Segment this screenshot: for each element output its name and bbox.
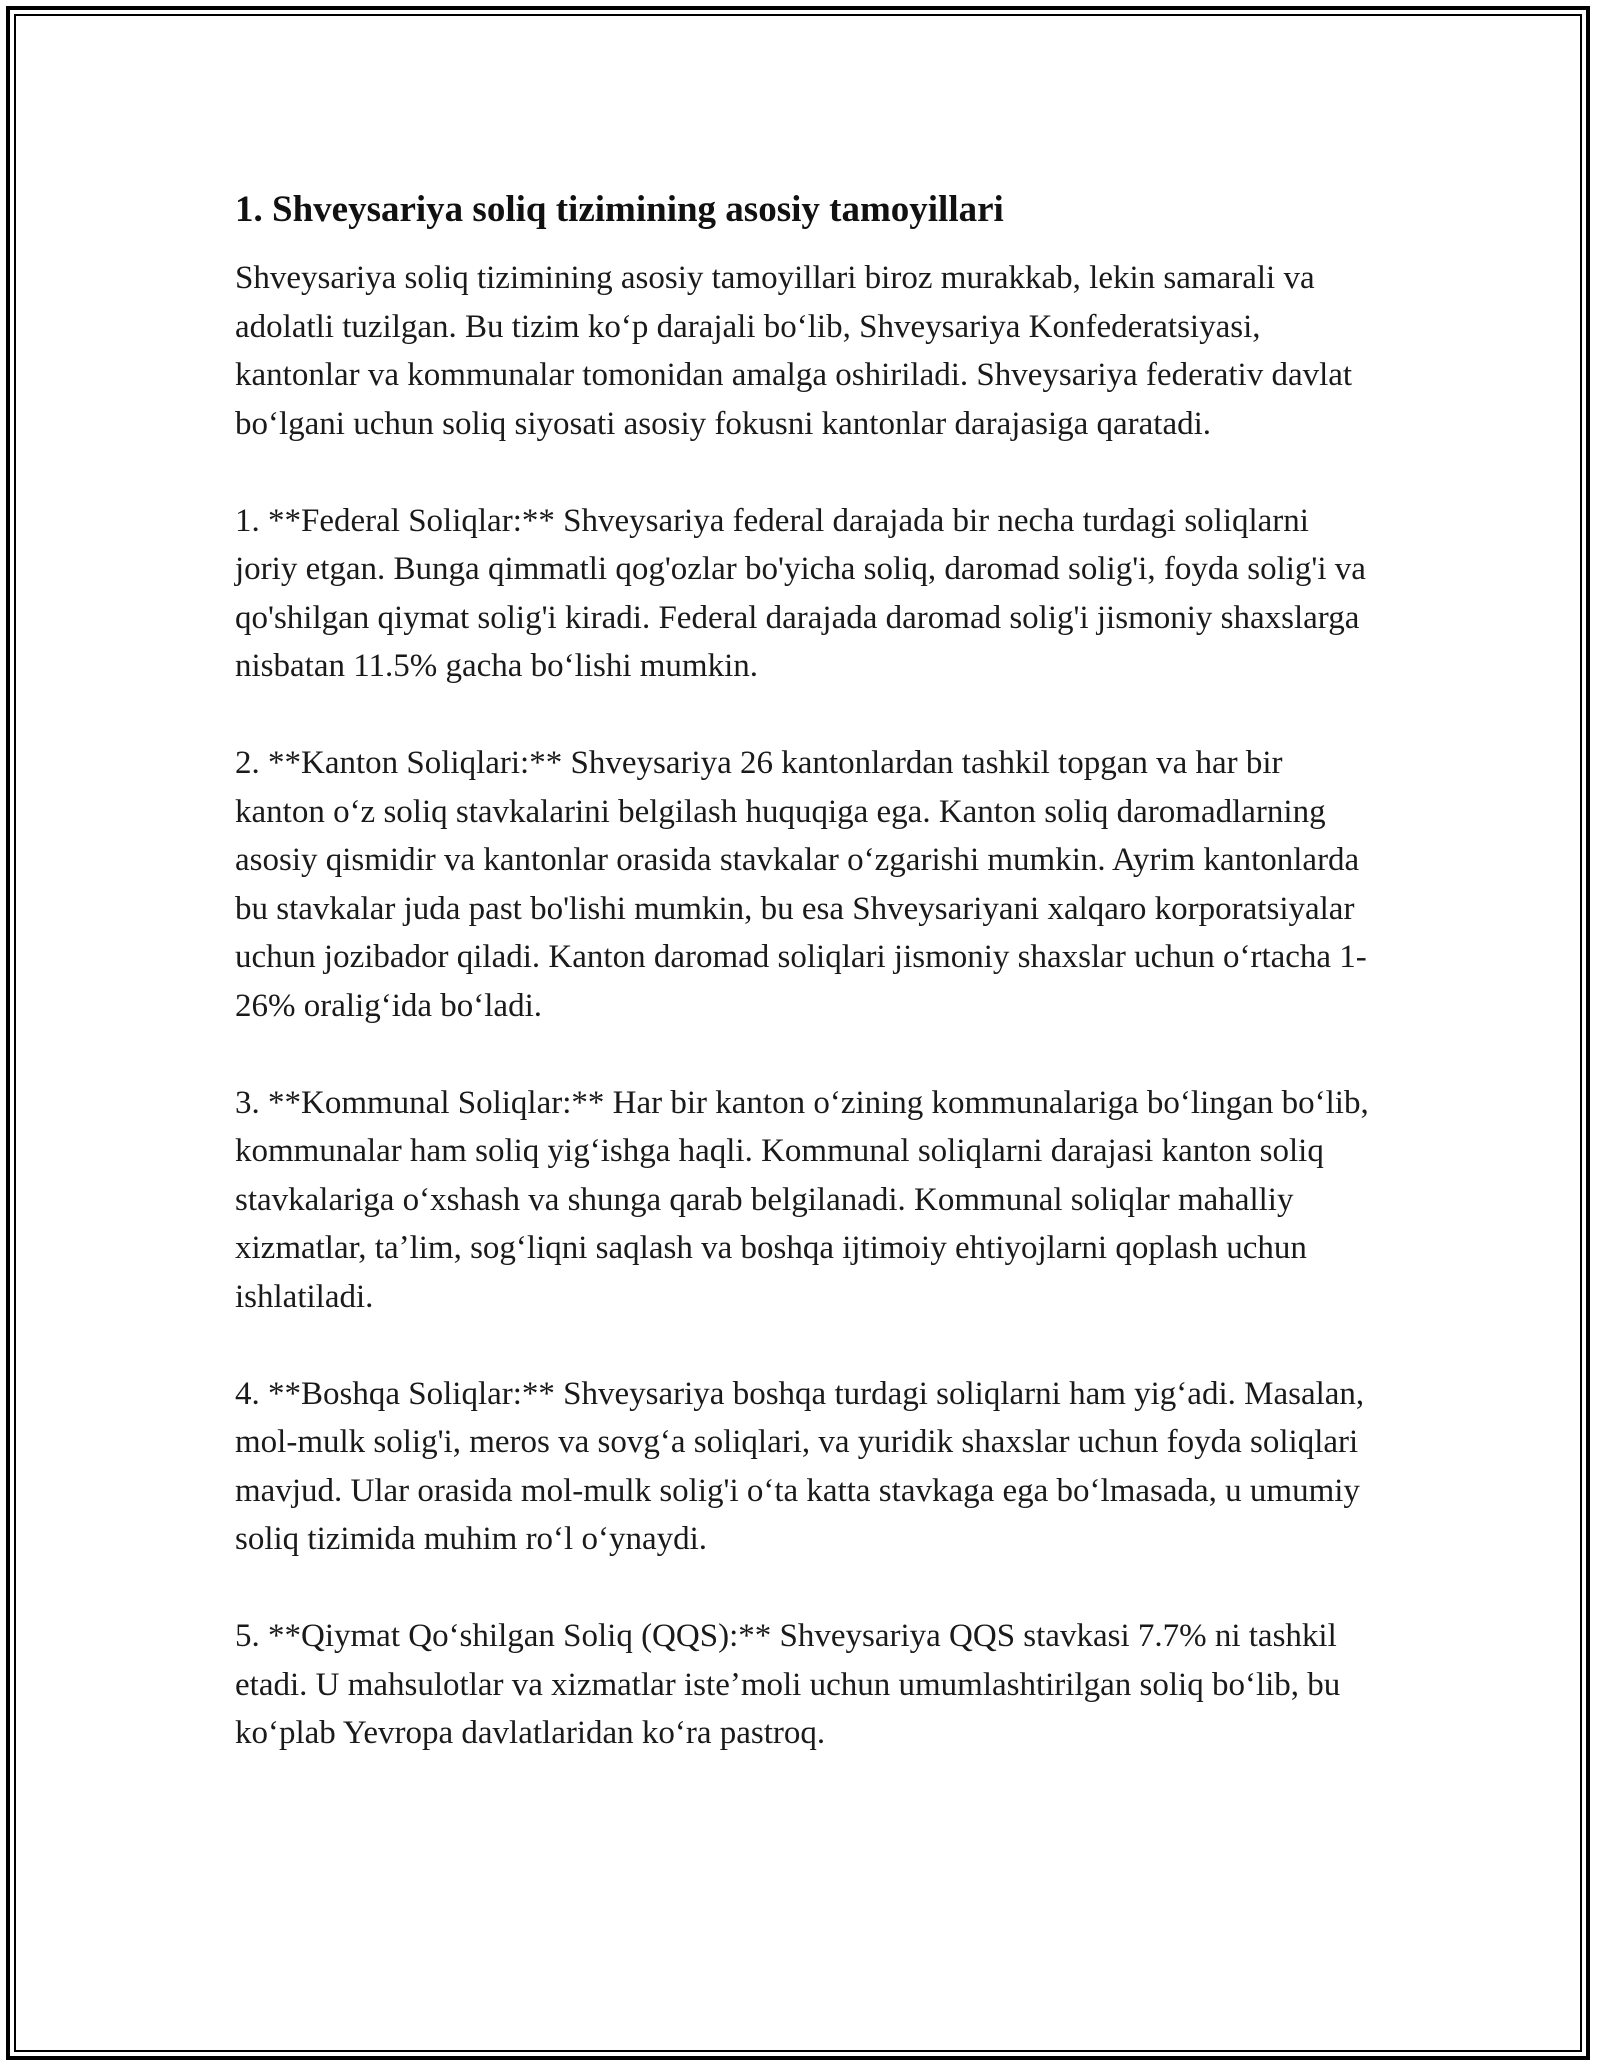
section-heading: 1. Shveysariya soliq tizimining asosiy tamoyillari [235, 189, 1004, 230]
communal-taxes-paragraph: 3. **Kommunal Soliqlar:** Har bir kanton oʻzining kommunalariga boʻlingan boʻlib, kommunalar ham soliq yigʻishga haqli. Kommunal soliqlarni darajasi kanton soliq stavkalariga oʻxshash va shunga qarab belgilanadi. Kommunal soliqlar mahalliy xizmatlar, taʼlim, sogʻliqni saqlash va boshqa ijtimoiy ehtiyojlarni qoplash uchun ishlatiladi. [235, 1084, 1369, 1315]
other-taxes-paragraph: 4. **Boshqa Soliqlar:** Shveysariya boshqa turdagi soliqlarni ham yigʻadi. Masalan, mol-mulk solig'i, meros va sovgʻa soliqlari, va yuridik shaxslar uchun foyda soliqlari mavjud. Ular orasida mol-mulk solig'i oʻta katta stavkaga ega boʻlmasada, u umumiy soliq tizimida muhim roʻl oʻynaydi. [235, 1375, 1365, 1557]
intro-paragraph: Shveysariya soliq tizimining asosiy tamoyillari biroz murakkab, lekin samarali va adolatli tuzilgan. Bu tizim koʻp darajali boʻlib, Shveysariya Konfederatsiyasi, kantonlar va kommunalar tomonidan amalga oshiriladi. Shveysariya federativ davlat boʻlgani uchun soliq siyosati asosiy fokusni kantonlar darajasiga qaratadi. [235, 260, 1353, 442]
document-body [235, 186, 1375, 1806]
vat-paragraph: 5. **Qiymat Qoʻshilgan Soliq (QQS):** Shveysariya QQS stavkasi 7.7% ni tashkil etadi. U mahsulotlar va xizmatlar isteʼmoli uchun umumlashtirilgan soliq boʻlib, bu koʻplab Yevropa davlatlaridan koʻra pastroq. [235, 1618, 1341, 1751]
canton-taxes-paragraph: 2. **Kanton Soliqlari:** Shveysariya 26 kantonlardan tashkil topgan va har bir kanton oʻz soliq stavkalarini belgilash huquqiga ega. Kanton soliq daromadlarning asosiy qismidir va kantonlar orasida stavkalar oʻzgarishi mumkin. Ayrim kantonlarda bu stavkalar juda past bo'lishi mumkin, bu esa Shveysariyani xalqaro korporatsiyalar uchun jozibador qiladi. Kanton daromad soliqlari jismoniy shaxslar uchun oʻrtacha 1-26% oraligʻida boʻladi. [235, 745, 1367, 1024]
federal-taxes-paragraph: 1. **Federal Soliqlar:** Shveysariya federal darajada bir necha turdagi soliqlarni joriy etgan. Bunga qimmatli qog'ozlar bo'yicha soliq, daromad solig'i, foyda solig'i va qo'shilgan qiymat solig'i kiradi. Federal darajada daromad solig'i jismoniy shaxslarga nisbatan 11.5% gacha boʻlishi mumkin. [235, 502, 1366, 684]
